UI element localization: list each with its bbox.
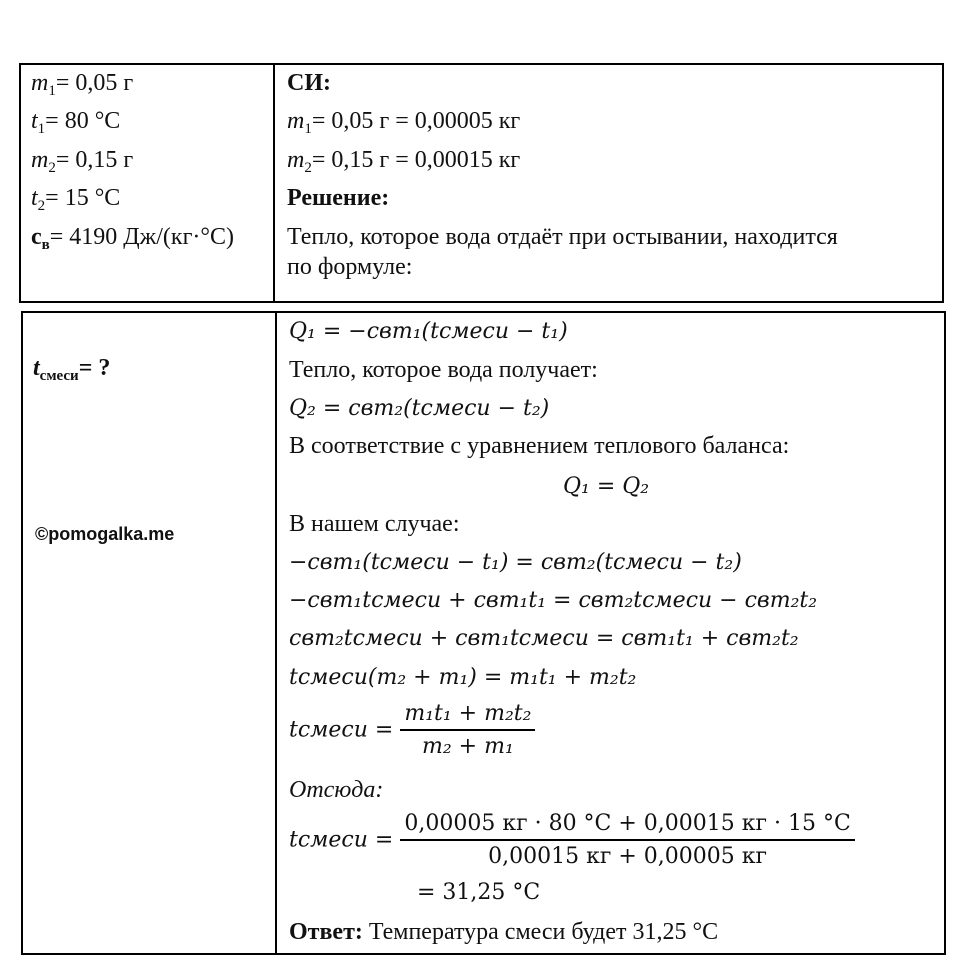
numeric-fraction — [400, 811, 855, 869]
si-column — [275, 65, 942, 301]
find-column — [23, 313, 277, 953]
eq-step1: −cвm₁(tсмеси − t₁) = cвm₂(tсмеси − t₂) — [289, 550, 742, 575]
find-value: $t_{смеси}=$ ? — [33, 355, 111, 384]
text-case: В нашем случае: — [289, 511, 460, 537]
solution-heading: Решение: — [287, 185, 390, 211]
fraction — [400, 701, 535, 759]
num-fraction: tсмеси = $\frac{0,00005 кг \cdot 80 ^\circ C + 0,00015 кг \cdot 15 ^\circ C}{0,00015 кг + 0,00005 кг}$ — [289, 811, 855, 869]
eq-q1: Q₁ = −cвm₁(tсмеси − t₁) — [289, 319, 568, 344]
fraction-denominator: m₂ + m₁ — [422, 734, 514, 759]
solution-intro-line2: по формуле: — [287, 254, 413, 280]
fraction-numerator: m₁t₁ + m₂t₂ — [400, 701, 535, 731]
given-column — [21, 65, 275, 301]
numeric-result: = 31,25 °C — [417, 880, 541, 905]
eq-step4: tсмеси(m₂ + m₁) = m₁t₁ + m₂t₂ — [289, 665, 637, 690]
eq-balance: Q₁ = Q₂ — [563, 474, 650, 499]
si-m2: $m_2= 0,15$ г = 0,00015 кг — [287, 147, 521, 176]
numeric-denominator: 0,00015 кг + 0,00005 кг — [488, 844, 768, 869]
given-t2: $t_2= 15$ °C — [31, 185, 121, 214]
si-heading: СИ: — [287, 70, 331, 96]
solution-intro-line1: Тепло, которое вода отдаёт при остывании, находится — [287, 224, 838, 250]
given-t1: $t_1= 80$ °C — [31, 108, 121, 137]
watermark-text: ©pomogalka.me — [35, 524, 175, 544]
given-si-table — [19, 63, 944, 303]
given-m2: $m_2= 0,15$ г — [31, 147, 134, 176]
given-m1: $m_1= 0,05$ г — [31, 70, 134, 99]
text-balance: В соответствие с уравнением теплового баланса: — [289, 433, 790, 459]
si-m1: $m_1= 0,05$ г = 0,00005 кг — [287, 108, 521, 137]
eq-step2: −cвm₁tсмеси + cвm₁t₁ = cвm₂tсмеси − cвm₂t₂ — [289, 588, 818, 613]
answer: Ответ: Температура смеси будет 31,25 °C — [289, 919, 719, 945]
text-hence: Отсюда: — [289, 777, 384, 803]
eq-step3: cвm₂tсмеси + cвm₁tсмеси = cвm₁t₁ + cвm₂t₂ — [289, 626, 799, 651]
eq-fraction: tсмеси = $\frac{\text{m₁t₁ + m₂t₂}}{\text{m₂ + m₁}}$ — [289, 701, 535, 759]
given-c: $c_в= 4190$ Дж/(кг·°C) — [31, 224, 235, 253]
solution-table — [21, 311, 946, 955]
solution-column — [277, 313, 944, 953]
eq-q2: Q₂ = cвm₂(tсмеси − t₂) — [289, 396, 550, 421]
text-receive: Тепло, которое вода получает: — [289, 357, 598, 383]
numeric-numerator: 0,00005 кг · 80 °C + 0,00015 кг · 15 °C — [400, 811, 855, 841]
